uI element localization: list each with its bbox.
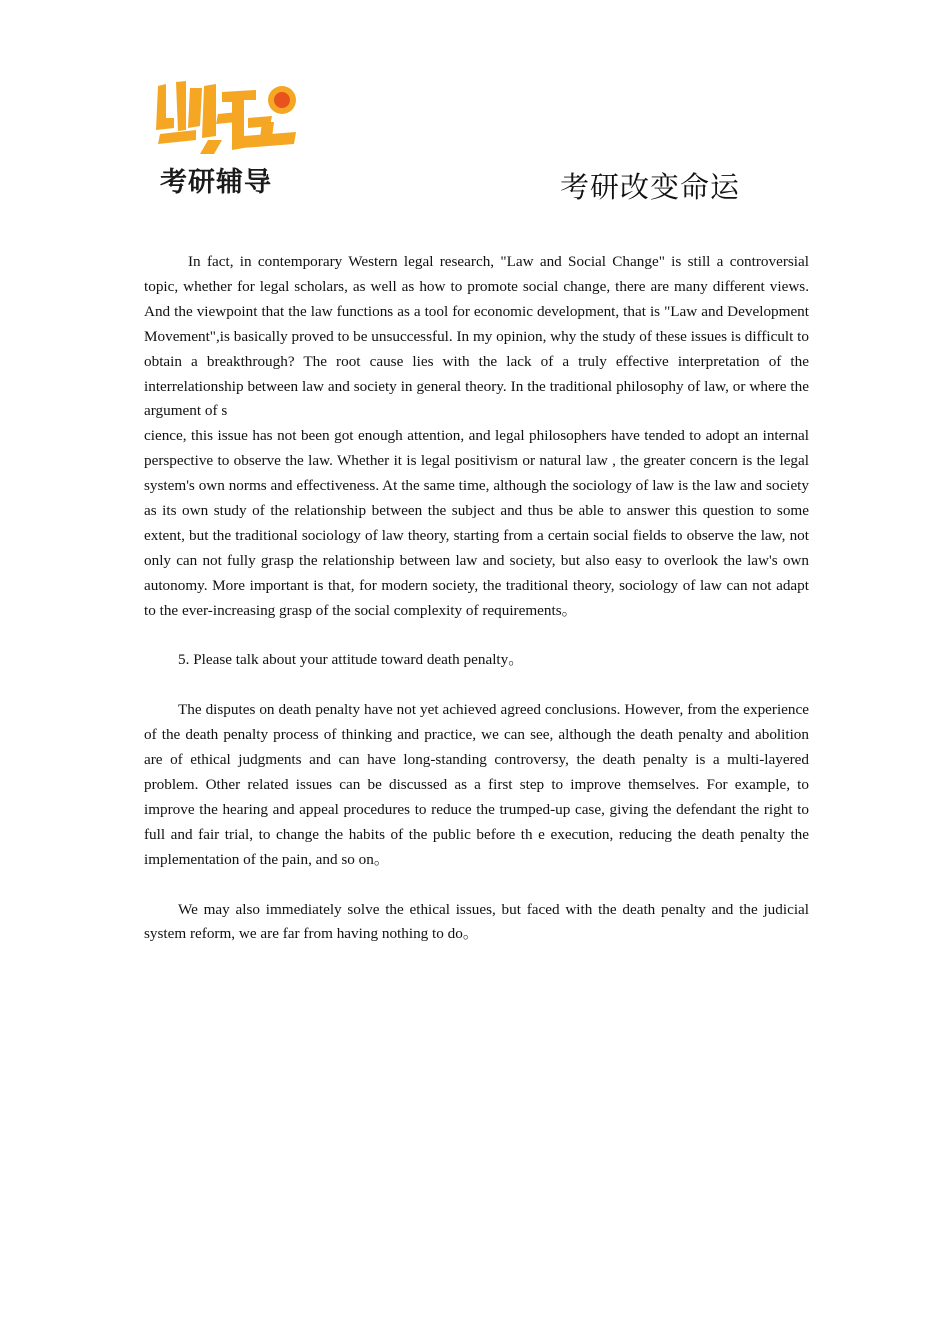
spacer [144,673,809,698]
logo-mark-icon [152,78,300,156]
paragraph-conclusion: We may also immediately solve the ethical issues, but faced with the death penalty and the judicial system reform, we are far from having nothing to do。 [144,900,809,943]
spacer [144,624,809,649]
brand-logo [150,78,300,196]
paragraph-law-social-change: In fact, in contemporary Western legal research, "Law and Social Change" is still a controversial topic, whether for legal scholars, as well as how to promote social change, there are many different views. And the viewpoint that the law functions as a tool for economic development, that is "Law and Development Movement",is basically proved to be unsuccessful. In my opinion, why the study of these issues is difficult to obtain a breakthrough? The root cause lies with the lack of a truly effective interpretation of the interrelationship between law and society in general theory. In the traditional philosophy of law, or where the argument of s [144,253,809,420]
document-body [144,250,809,947]
paragraph-death-penalty: The disputes on death penalty have not yet achieved agreed conclusions. However, from the experience of the death penalty process of thinking and practice, we can see, although the death penalty and abolition are of ethical judgments and can have long-standing controversy, the death penalty is a multi-layered problem. Other related issues can be discussed as a first step to improve themselves. For example, to improve the hearing and appeal procedures to reduce the trumped-up case, giving the defendant the right to full and fair trial, to change the habits of the public before th e execution, reducing the death penalty the implementation of the pain, and so on。 [144,701,809,868]
question-heading: 5. Please talk about your attitude toward death penalty。 [178,651,524,669]
spacer [144,873,809,898]
paragraph-law-social-change-continued: cience, this issue has not been got enough attention, and legal philosophers have tended to adopt an internal perspective to observe the law. Whether it is legal positivism or natural law , the greater concern is the legal system's own norms and effectiveness. At the same time, although the sociology of law is the law and society as its own study of the relationship between the subject and thus be able to answer this question to some extent, but the traditional sociology of law theory, starting from a certain social fields to observe the law, not only can not fully grasp the relationship between law and society, but also easy to overlook the law's own autonomy. More important is that, for modern society, the traditional theory, sociology of law can not adapt to the ever-increasing grasp of the social complexity of requirements。 [144,427,809,619]
slogan: 考研改变命运 [560,170,741,204]
logo-subtitle: 考研辅导 [160,167,272,198]
